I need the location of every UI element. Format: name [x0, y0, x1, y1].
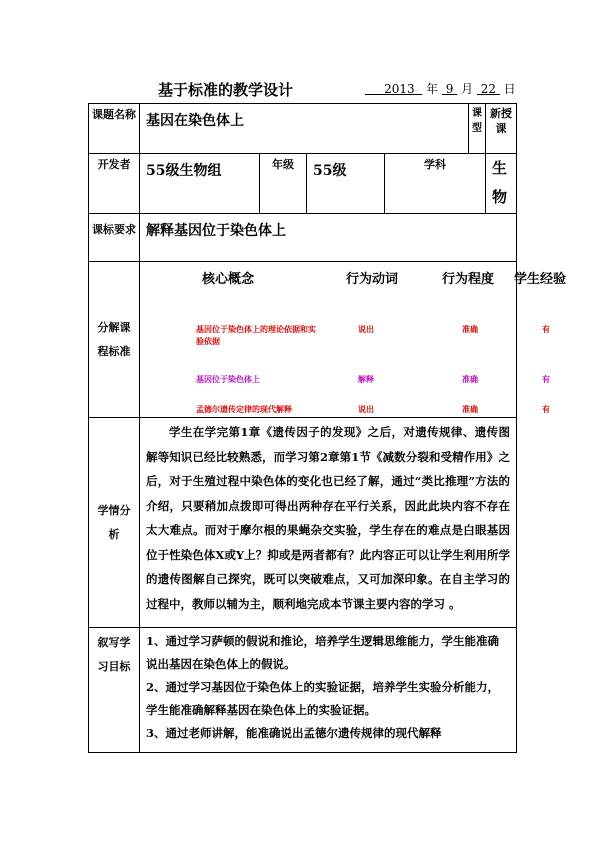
analysis-text: 学生在学完第1章《遗传因子的发现》之后，对遗传规律、遗传图解等知识已经比较熟悉，而学习第2章第1节《减数分裂和受精作用》之后，对于生殖过程中染色体的变化也已经了解，通过“类比推理”方法的介绍，只要稍加点拨即可得出两种存在平行关系，因此此块内容不存在太大难点。而对于摩尔根的果蝇杂交实验，学生存在的难点是白眼基因位于性染色体X或Y上？抑或是两者都有？此内容正可以让学生利用所学的遗传图解自己探究，既可以突破难点，又可加深印象。在自主学习的过程中，教师以辅为主，顺利地完成本节课主要内容的学习 。: [140, 418, 517, 628]
goals-label: 叙写学习目标: [89, 628, 140, 753]
header-verb: 行为动词: [346, 272, 399, 287]
date-year-unit: 年: [426, 82, 439, 96]
header-experience: 学生经验: [514, 272, 567, 287]
header-concept: 核心概念: [202, 272, 255, 287]
grade-label: 年级: [260, 154, 307, 214]
row-developer: [89, 154, 517, 214]
standard-label: 课标要求: [89, 214, 140, 262]
row-decomposition: [89, 262, 517, 418]
date-day-unit: 日: [503, 82, 516, 96]
lesson-type-value: 新授课: [486, 104, 517, 154]
topic-label: 课题名称: [89, 104, 140, 154]
date-day: 22: [480, 82, 497, 96]
goal-item-1: 1、通过学习萨顿的假说和推论，培养学生逻辑思维能力，学生能准确说出基因在染色体上的假说。: [146, 634, 499, 671]
date-month: 9: [445, 82, 454, 96]
row2-concept: 基因位于染色体上: [196, 374, 260, 384]
row2-degree: 准确: [462, 374, 478, 384]
row-analysis: [89, 418, 517, 628]
row1-experience: 有: [542, 324, 550, 334]
row3-concept: 孟德尔遗传定律的现代解释: [196, 404, 292, 414]
goal-item-3: 3、通过老师讲解，能准确说出孟德尔遗传规律的现代解释: [146, 726, 442, 740]
page-title: 基于标准的教学设计: [158, 81, 294, 99]
row1-degree: 准确: [462, 324, 478, 334]
analysis-label: 学情分析: [89, 418, 140, 628]
subject-value: 生物: [486, 154, 517, 214]
lesson-design-table: [88, 103, 567, 753]
row1-concept: 基因位于染色体上的理论依据和实验依据: [196, 324, 316, 346]
row-topic: [89, 104, 517, 154]
row3-verb: 说出: [358, 404, 374, 414]
row-goals: [89, 628, 517, 753]
row2-verb: 解释: [358, 374, 374, 384]
date-year: 2013: [384, 82, 415, 96]
developer-value: 55级生物组: [140, 154, 260, 214]
decomposition-label: 分解课程标准: [89, 262, 140, 418]
decomposition-cell: [140, 262, 567, 418]
header-degree: 行为程度: [442, 272, 495, 287]
goals-cell: [140, 628, 517, 753]
subject-label: 学科: [385, 154, 486, 214]
row3-degree: 准确: [462, 404, 478, 414]
grade-value: 55级: [307, 154, 385, 214]
standard-value: 解释基因位于染色体上: [140, 214, 517, 262]
row3-experience: 有: [542, 404, 550, 414]
developer-label: 开发者: [89, 154, 140, 214]
row-standard: [89, 214, 517, 262]
date-line: [365, 80, 516, 97]
row1-verb: 说出: [358, 324, 374, 334]
topic-value: 基因在染色体上: [140, 104, 469, 154]
lesson-type-label: 课型: [469, 104, 486, 154]
row2-experience: 有: [542, 374, 550, 384]
date-month-unit: 月: [461, 82, 474, 96]
goal-item-2: 2、通过学习基因位于染色体上的实验证据，培养学生实验分析能力，学生能准确解释基因在染色体上的实验证据。: [146, 680, 499, 717]
